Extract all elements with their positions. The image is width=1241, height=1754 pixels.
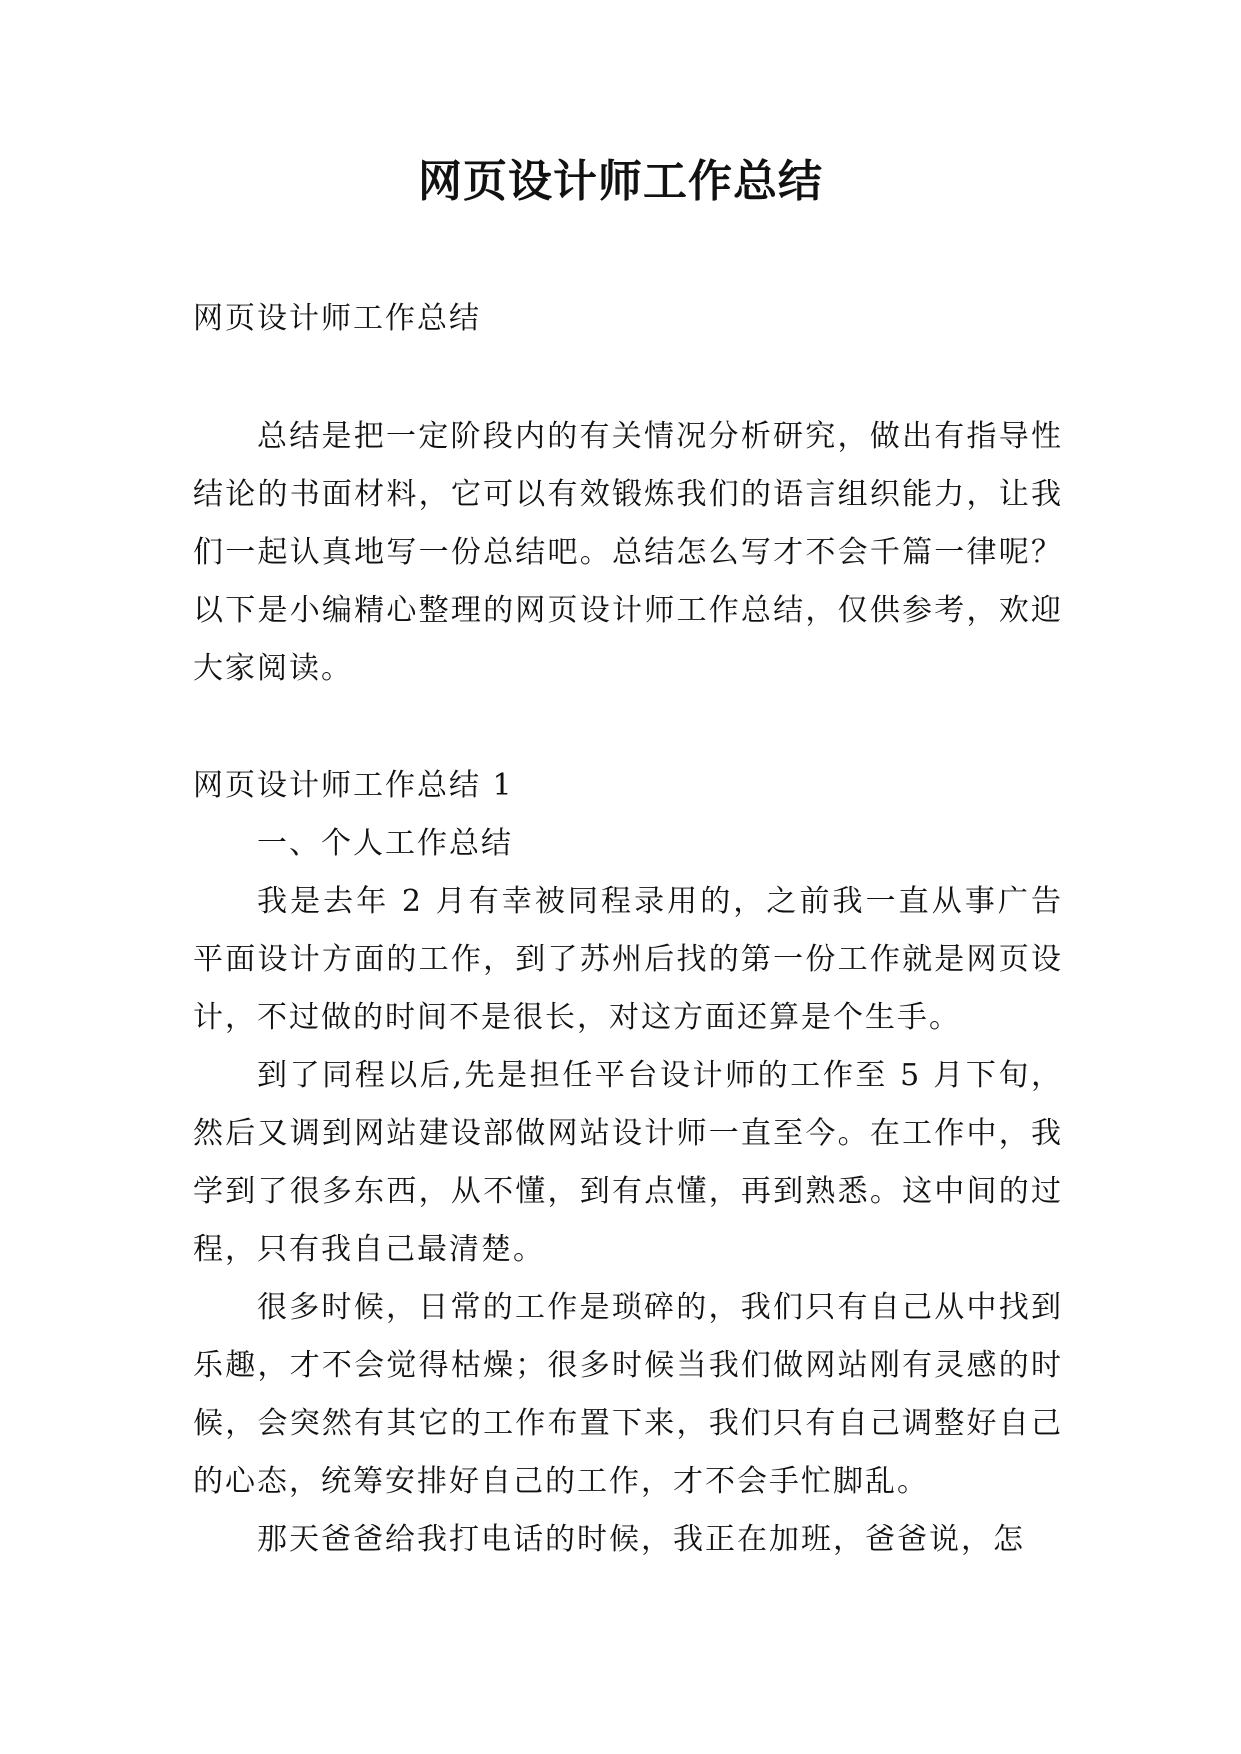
body-paragraph: 那天爸爸给我打电话的时候，我正在加班，爸爸说，怎 (257, 1522, 1025, 1557)
intro-paragraph: 总结是把一定阶段内的有关情况分析研究，做出有指导性结论的书面材料，它可以有效锻炼我们的语言组织能力，让我们一起认真地写一份总结吧。总结怎么写才不会千篇一律呢？以下是小编精心整理的网页设计师工作总结，仅供参考，欢迎大家阅读。 (193, 419, 1063, 686)
body-paragraph: 到了同程以后,先是担任平台设计师的工作至 5 月下旬，然后又调到网站建设部做网站设计师一直至今。在工作中，我学到了很多东西，从不懂，到有点懂，再到熟悉。这中间的过程，只有我自己最清楚。 (193, 1058, 1063, 1267)
section-heading: 网页设计师工作总结 1 (193, 768, 514, 803)
section-subheading: 一、个人工作总结 (257, 826, 513, 861)
document-title: 网页设计师工作总结 (418, 156, 823, 207)
body-paragraph: 很多时候，日常的工作是琐碎的，我们只有自己从中找到乐趣，才不会觉得枯燥；很多时候当我们做网站刚有灵感的时候，会突然有其它的工作布置下来，我们只有自己调整好自己的心态，统筹安排好自己的工作，才不会手忙脚乱。 (193, 1290, 1063, 1499)
section-body (193, 815, 1063, 1569)
document-subtitle: 网页设计师工作总结 (193, 301, 481, 336)
body-paragraph: 我是去年 2 月有幸被同程录用的，之前我一直从事广告平面设计方面的工作，到了苏州后找的第一份工作就是网页设计，不过做的时间不是很长，对这方面还算是个生手。 (193, 884, 1063, 1035)
